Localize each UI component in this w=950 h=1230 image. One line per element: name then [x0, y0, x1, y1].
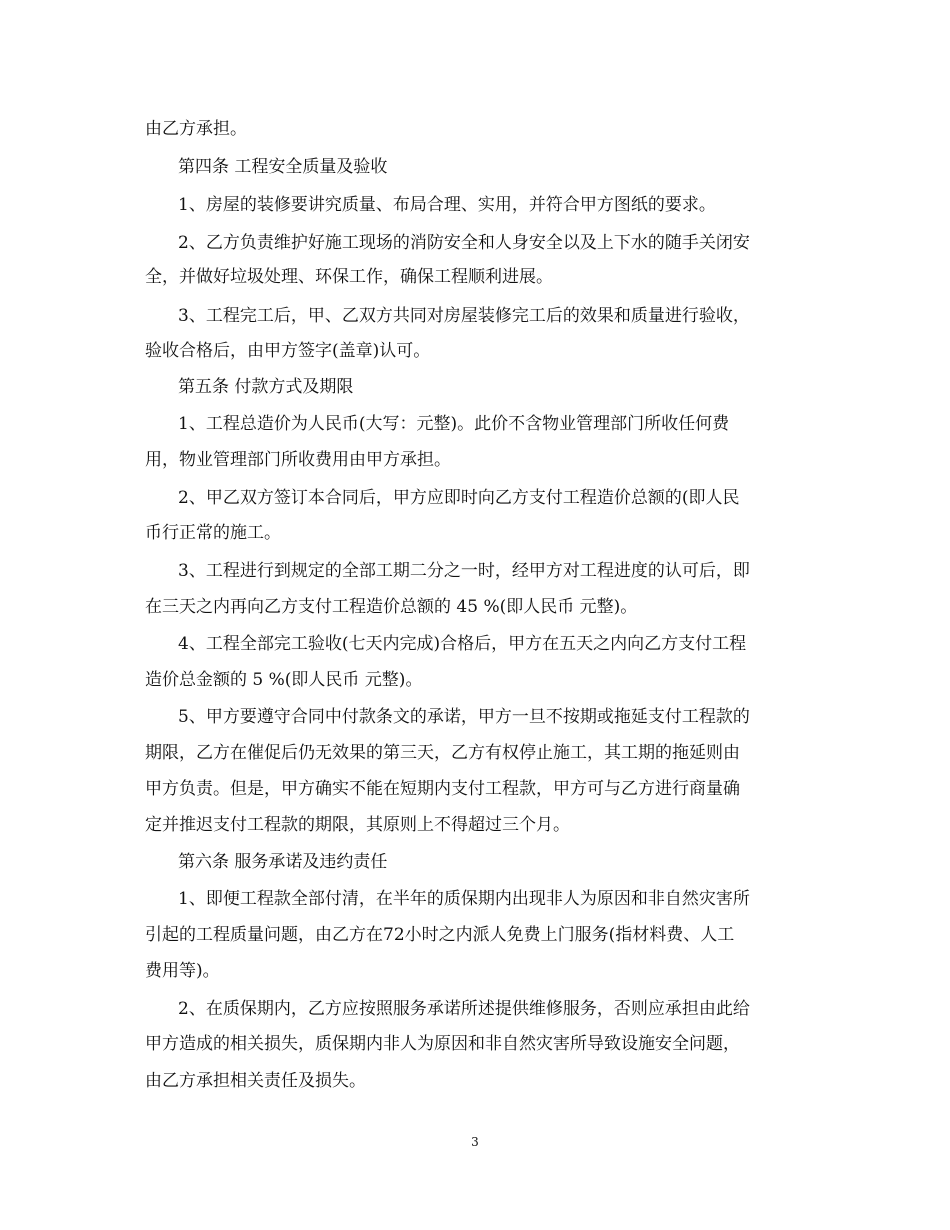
text-line: 4、工程全部完工验收(七天内完成)合格后，甲方在五天之内向乙方支付工程 — [178, 634, 747, 654]
text-line: 在三天之内再向乙方支付工程造价总额的 45 %(即人民币 元整)。 — [145, 597, 638, 617]
text-line: 用，物业管理部门所收费用由甲方承担。 — [145, 450, 451, 470]
text-line: 2、甲乙双方签订本合同后，甲方应即时向乙方支付工程造价总额的(即人民 — [178, 488, 740, 508]
text-line: 币行正常的施工。 — [145, 523, 281, 543]
text-line: 甲方负责。但是，甲方确实不能在短期内支付工程款，甲方可与乙方进行商量确 — [145, 779, 740, 799]
text-line: 1、工程总造价为人民币(大写：元整)。此价不含物业管理部门所收任何费 — [178, 414, 730, 434]
text-line: 验收合格后，由甲方签字(盖章)认可。 — [145, 341, 431, 361]
text-line: 定并推迟支付工程款的期限，其原则上不得超过三个月。 — [145, 815, 570, 835]
text-line: 引起的工程质量问题，由乙方在72小时之内派人免费上门服务(指材料费、人工 — [145, 925, 735, 945]
text-line: 费用等)。 — [145, 961, 220, 981]
text-line: 2、在质保期内，乙方应按照服务承诺所述提供维修服务，否则应承担由此给 — [178, 999, 750, 1019]
page-number: 3 — [471, 1135, 479, 1149]
section-heading: 第五条 付款方式及期限 — [178, 377, 354, 397]
text-line: 期限，乙方在催促后仍无效果的第三天，乙方有权停止施工，其工期的拖延则由 — [145, 743, 740, 763]
text-line: 1、房屋的装修要讲究质量、布局合理、实用，并符合甲方图纸的要求。 — [178, 195, 716, 215]
text-line: 3、工程完工后，甲、乙双方共同对房屋装修完工后的效果和质量进行验收， — [178, 306, 750, 326]
text-line: 由乙方承担相关责任及损失。 — [145, 1071, 366, 1091]
text-line: 5、甲方要遵守合同中付款条文的承诺，甲方一旦不按期或拖延支付工程款的 — [178, 707, 750, 727]
text-line: 造价总金额的 5 %(即人民币 元整)。 — [145, 670, 423, 690]
text-line: 甲方造成的相关损失，质保期内非人为原因和非自然灾害所导致设施安全问题， — [145, 1034, 740, 1054]
text-line: 由乙方承担。 — [145, 119, 247, 139]
section-heading: 第四条 工程安全质量及验收 — [178, 157, 388, 177]
text-line: 1、即便工程款全部付清，在半年的质保期内出现非人为原因和非自然灾害所 — [178, 889, 750, 909]
section-heading: 第六条 服务承诺及违约责任 — [178, 852, 388, 872]
text-line: 3、工程进行到规定的全部工期二分之一时，经甲方对工程进度的认可后，即 — [178, 561, 750, 581]
text-line: 全，并做好垃圾处理、环保工作，确保工程顺利进展。 — [145, 267, 553, 287]
text-line: 2、乙方负责维护好施工现场的消防安全和人身安全以及上下水的随手关闭安 — [178, 233, 750, 253]
